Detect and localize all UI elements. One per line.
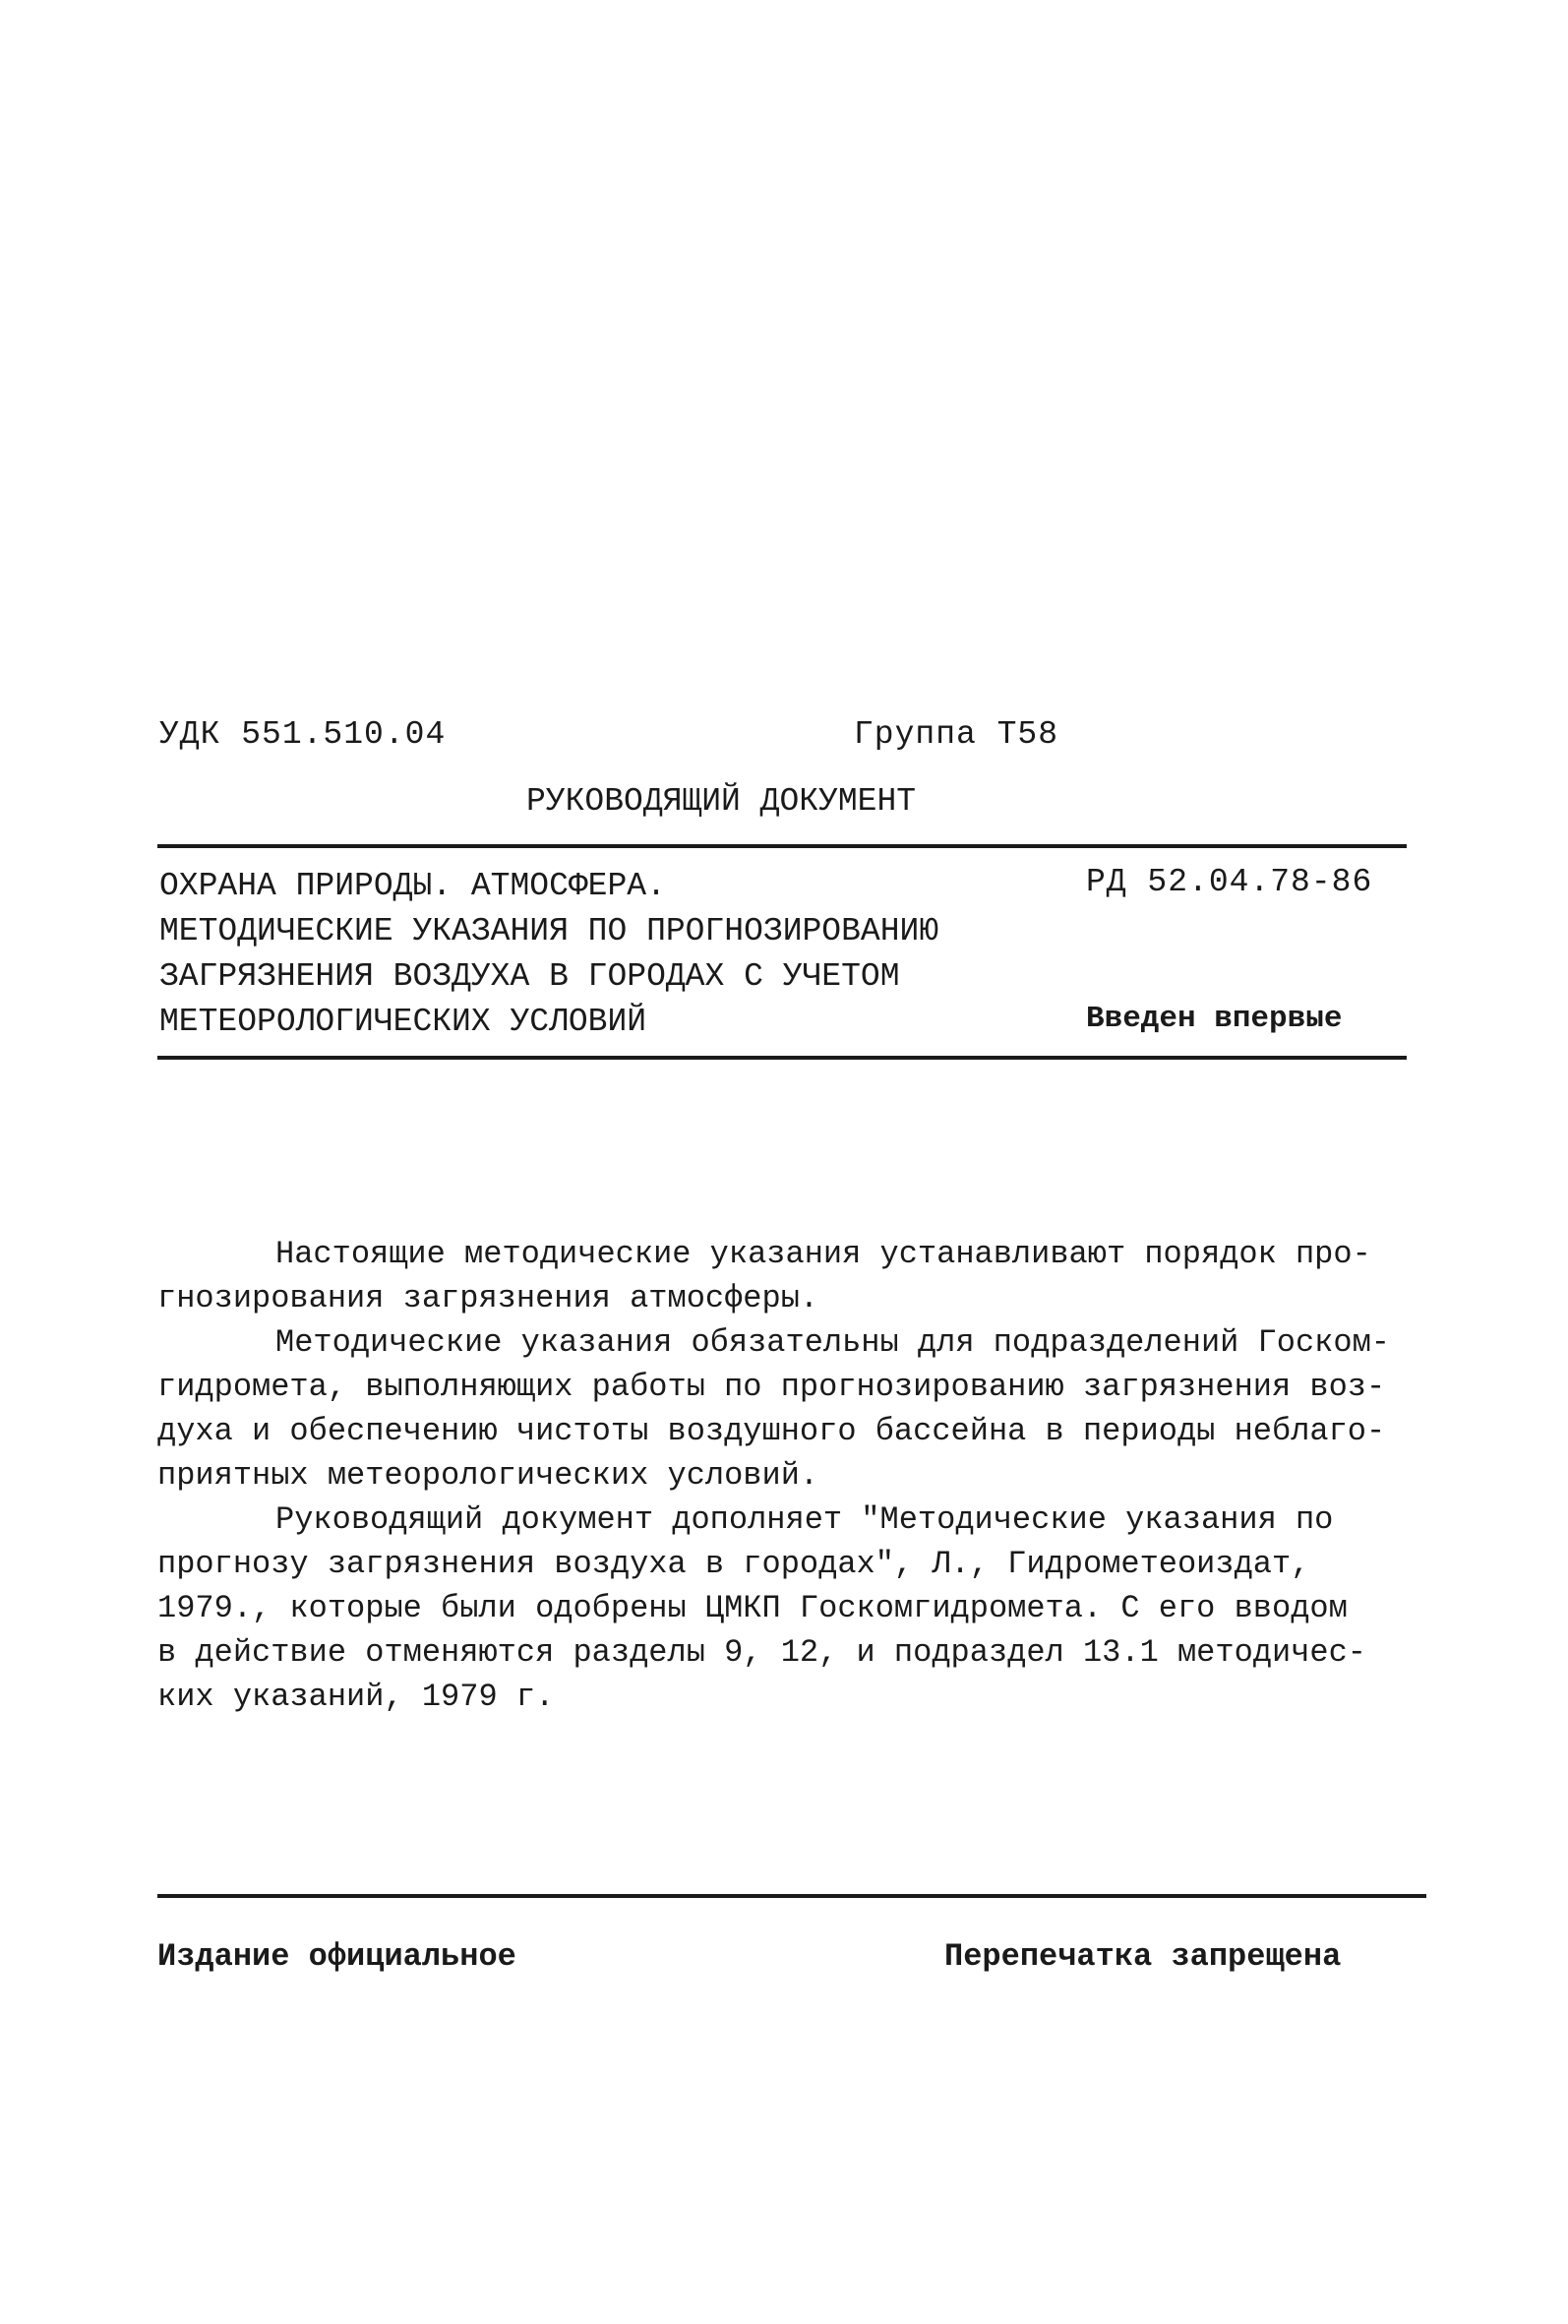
document-title — [159, 864, 938, 1045]
text-line: духа и обеспечению чистоты воздушного бассейна в периоды неблаго- — [157, 1413, 1386, 1449]
text-line: Настоящие методические указания устанавливают порядок про- — [275, 1236, 1371, 1272]
text-line: 1979., которые были одобрены ЦМКП Госкомгидромета. С его вводом — [157, 1590, 1348, 1626]
title-line: ОХРАНА ПРИРОДЫ. АТМОСФЕРА. — [159, 868, 666, 904]
text-line: прогнозу загрязнения воздуха в городах", Л., Гидрометеоиздат, — [157, 1546, 1310, 1582]
group-code: Группа Т58 — [854, 716, 1059, 753]
text-line: гнозирования загрязнения атмосферы. — [157, 1280, 819, 1316]
document-type: РУКОВОДЯЩИЙ ДОКУМЕНТ — [526, 783, 917, 820]
title-line: МЕТЕОРОЛОГИЧЕСКИХ УСЛОВИЙ — [159, 1004, 647, 1040]
text-line: в действие отменяются разделы 9, 12, и подраздел 13.1 методичес- — [157, 1634, 1366, 1671]
document-code: РД 52.04.78-86 — [1086, 864, 1373, 900]
reprint-prohibited-note: Перепечатка запрещена — [944, 1938, 1342, 1975]
divider-top — [157, 844, 1407, 848]
divider-bottom — [157, 1056, 1407, 1060]
paragraph — [157, 1498, 1407, 1719]
text-line: ких указаний, 1979 г. — [157, 1679, 555, 1715]
text-line: Методические указания обязательны для подразделений Госком- — [275, 1324, 1390, 1361]
udk-code: УДК 551.510.04 — [159, 716, 447, 753]
body-text — [157, 1232, 1407, 1719]
introduced-note: Введен впервые — [1086, 1002, 1343, 1036]
text-line: Руководящий документ дополняет "Методические указания по — [275, 1501, 1334, 1538]
text-line: гидромета, выполняющих работы по прогнозированию загрязнения воз- — [157, 1369, 1386, 1405]
title-line: МЕТОДИЧЕСКИЕ УКАЗАНИЯ ПО ПРОГНОЗИРОВАНИЮ — [159, 913, 939, 949]
paragraph — [157, 1320, 1407, 1498]
text-line: приятных метеорологических условий. — [157, 1457, 819, 1494]
paragraph — [157, 1232, 1407, 1320]
official-edition-note: Издание официальное — [157, 1938, 516, 1975]
divider-footer — [157, 1894, 1426, 1898]
title-line: ЗАГРЯЗНЕНИЯ ВОЗДУХА В ГОРОДАХ С УЧЕТОМ — [159, 958, 900, 995]
